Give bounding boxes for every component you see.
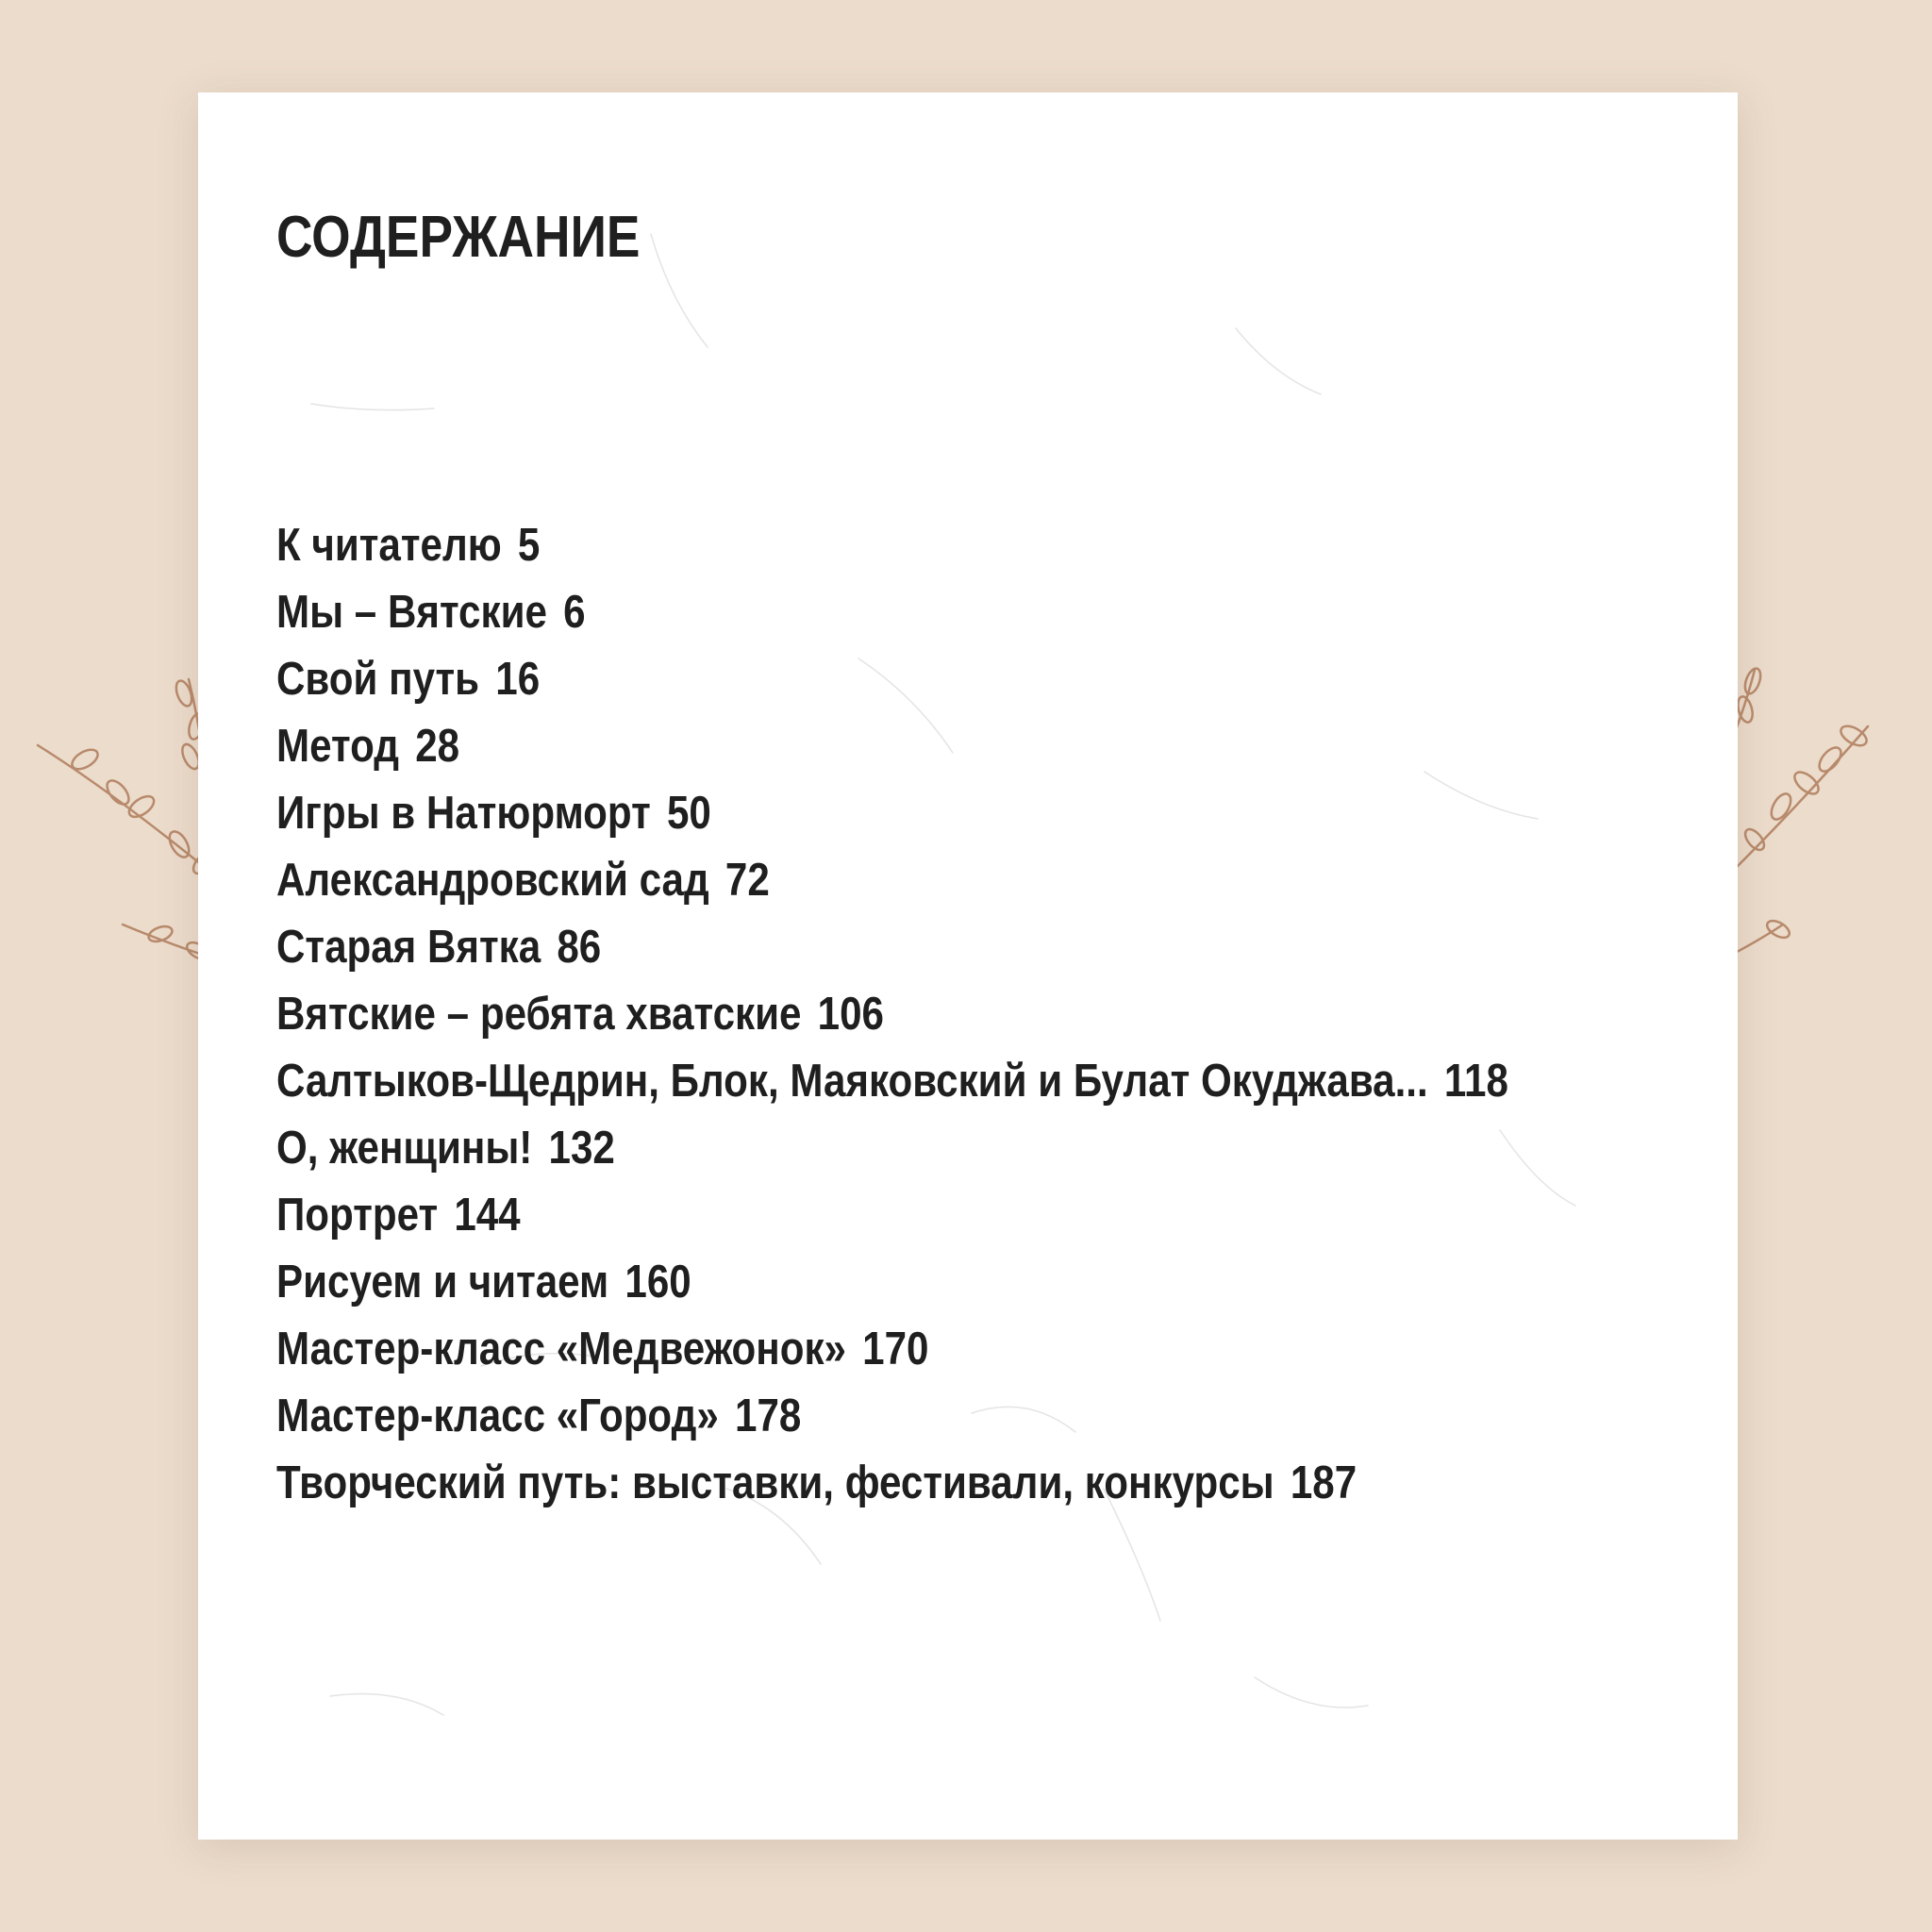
- toc-entry-page-number: 86: [557, 922, 602, 973]
- toc-entry-title: Творческий путь: выставки, фестивали, конкурсы: [276, 1457, 1274, 1508]
- toc-entry-page-number: 106: [817, 989, 884, 1040]
- toc-entry-title: К читателю: [276, 520, 502, 571]
- toc-entry: [276, 713, 1508, 780]
- toc-entry: [276, 847, 1508, 914]
- toc-entry-title: Свой путь: [276, 654, 480, 705]
- table-of-contents: [276, 512, 1709, 1517]
- toc-entry-title: Александровский сад: [276, 855, 709, 906]
- toc-entry-page-number: 187: [1290, 1457, 1357, 1508]
- toc-entry: [276, 1249, 1508, 1316]
- toc-entry-page-number: 178: [735, 1391, 802, 1441]
- toc-entry-title: Вятские – ребята хватские: [276, 989, 802, 1040]
- toc-entry: [276, 512, 1508, 579]
- toc-entry: [276, 1048, 1508, 1115]
- toc-entry: [276, 646, 1508, 713]
- toc-entry: [276, 981, 1508, 1048]
- toc-entry-page-number: 16: [495, 654, 541, 705]
- toc-entry: [276, 1182, 1508, 1249]
- contents-page: [198, 92, 1738, 1840]
- toc-entry-title: Рисуем и читаем: [276, 1257, 609, 1307]
- toc-entry-page-number: 144: [454, 1190, 521, 1241]
- toc-entry: [276, 780, 1508, 847]
- toc-entry-page-number: 72: [724, 855, 770, 906]
- toc-entry-title: Игры в Натюрморт: [276, 788, 651, 839]
- toc-entry-page-number: 5: [517, 520, 541, 571]
- toc-entry: [276, 1316, 1508, 1383]
- toc-entry: [276, 914, 1508, 981]
- toc-entry-page-number: 118: [1443, 1056, 1508, 1107]
- toc-entry-title: Салтыков-Щедрин, Блок, Маяковский и Булат Окуджава...: [276, 1056, 1428, 1107]
- toc-entry: [276, 1450, 1508, 1517]
- toc-entry-title: Старая Вятка: [276, 922, 541, 973]
- toc-entry-page-number: 6: [563, 587, 586, 638]
- toc-entry-page-number: 28: [415, 721, 460, 772]
- toc-entry-title: Мастер-класс «Медвежонок»: [276, 1324, 846, 1374]
- toc-entry: [276, 1383, 1508, 1450]
- toc-entry-title: Мы – Вятские: [276, 587, 547, 638]
- toc-entry-page-number: 170: [862, 1324, 929, 1374]
- toc-entry: [276, 579, 1508, 646]
- toc-entry-title: О, женщины!: [276, 1123, 533, 1174]
- toc-entry-page-number: 50: [666, 788, 711, 839]
- toc-entry-title: Мастер-класс «Город»: [276, 1391, 719, 1441]
- toc-entry-page-number: 132: [548, 1123, 615, 1174]
- toc-entry-page-number: 160: [625, 1257, 691, 1307]
- toc-entry-title: Метод: [276, 721, 400, 772]
- page-title: СОДЕРЖАНИЕ: [276, 205, 641, 270]
- toc-entry-title: Портрет: [276, 1190, 439, 1241]
- toc-entry: [276, 1115, 1508, 1182]
